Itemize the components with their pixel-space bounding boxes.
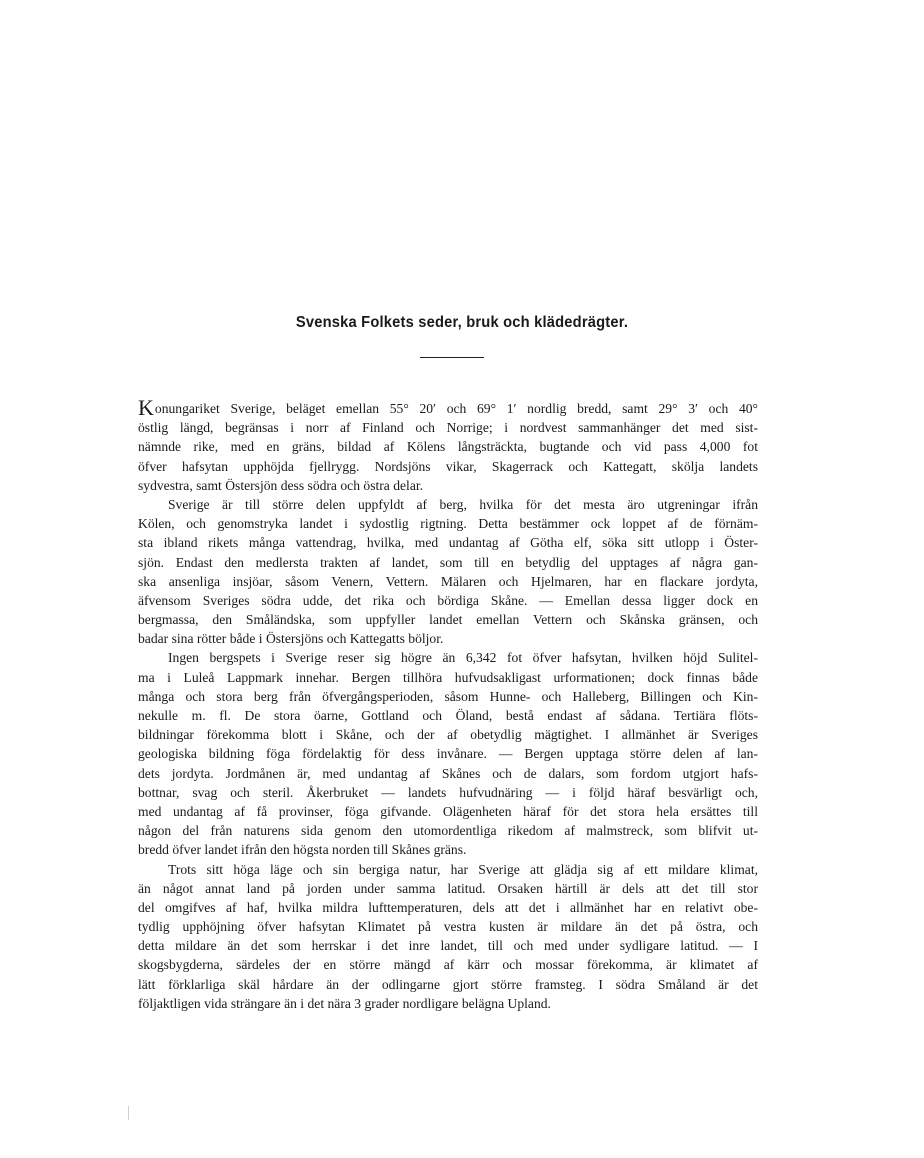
text-line: följaktligen vida strängare än i det nära 3 grader nordligare belägna Upland. <box>138 995 551 1011</box>
text-line: geologiska bildning föga fördelaktig för dess invånare. — Bergen upptaga större delen af lan- <box>138 746 758 762</box>
text-line: någon del från naturens sida genom den utomordentliga rikedom af malmstreck, som blifvit ut- <box>138 823 758 839</box>
text-line: skogsbygderna, särdeles der en större mängd af kärr och mossar förekomma, är klimatet af <box>138 957 758 973</box>
text-line: tydlig upphöjning öfver hafsytan Klimatet på vestra kusten är mildare än det på östra, och <box>138 919 758 935</box>
text-line: del omgifves af haf, hvilka mildra lufttemperaturen, dels att det i allmänhet har en relativt obe- <box>138 899 758 915</box>
text-line: bildningar förekomma blott i Skåne, och der af obetydlig mägtighet. I allmänhet är Sveriges <box>138 727 758 743</box>
text-line: bredd öfver landet ifrån den högsta norden till Skånes gräns. <box>138 842 467 858</box>
text-line: Kölen, och genomstryka landet i sydostlig rigtning. Detta bestämmer ock loppet af de förnäm- <box>138 516 758 532</box>
text-line: Sverige är till större delen uppfyldt af berg, hvilka för det mesta äro utgreningar ifrån <box>168 496 758 512</box>
text-line: detta mildare än det som herrskar i det inre landet, till och med under sydligare latitud. — I <box>138 938 758 954</box>
text-line: östlig längd, begränsas i norr af Finland och Norrige; i nordvest sammanhänger det med sist- <box>138 420 758 436</box>
text-line: sjön. Endast den medlersta trakten af landet, som till en betydlig del upptages af några gan- <box>138 554 758 570</box>
text-line <box>138 395 758 420</box>
text-line: nekulle m. fl. De stora öarne, Gottland och Öland, bestå endast af sådana. Tertiära flöts- <box>138 708 758 723</box>
text-line: ma i Luleå Lappmark innehar. Bergen tillhöra hufvudsakligast urformationen; dock finnas både <box>138 669 758 685</box>
title-divider <box>420 357 484 358</box>
text-line: lätt förklarliga skäl hårdare än der odlingarne gjort större framsteg. I södra Småland är det <box>138 976 758 992</box>
drop-cap: K <box>138 395 154 420</box>
text-line: ska ansenliga insjöar, såsom Venern, Vettern. Mälaren och Hjelmaren, har en flackare jordyta, <box>138 573 758 589</box>
paragraph <box>138 495 758 649</box>
paragraph <box>138 860 758 1014</box>
text-line: öfver hafsytan upphöjda fjellrygg. Nordsjöns vikar, Skagerrack och Kattegatt, skölja landets <box>138 458 758 474</box>
text-line: många och stora berg från öfvergångsperioden, såsom Hunne- och Halleberg, Billingen och Kin- <box>138 688 758 704</box>
text-line: äfvensom Sveriges södra udde, det rika och bördiga Skåne. — Emellan dessa ligger dock en <box>138 592 758 608</box>
text-line-rest: onungariket Sverige, beläget emellan 55° 20′ och 69° 1′ nordlig bredd, samt 29° 3′ och 40° <box>154 401 758 416</box>
text-line: Trots sitt höga läge och sin bergiga natur, har Sverige att glädja sig af ett mildare klimat, <box>168 861 758 877</box>
text-line: dets jordyta. Jordmånen är, med undantag af Skånes och de dalars, som fordom utgjort hafs- <box>138 765 758 781</box>
body-text <box>138 395 758 1013</box>
text-line: nämnde rike, med en gräns, bildad af Kölens långsträckta, bugtande och vid pass 4,000 fot <box>138 439 758 455</box>
margin-mark <box>128 1106 129 1120</box>
page-title: Svenska Folkets seder, bruk och klädedrägter. <box>295 314 629 331</box>
paragraph <box>138 395 758 495</box>
text-line: badar sina rötter både i Östersjöns och Kattegatts böljor. <box>138 631 444 647</box>
text-line: bergmassa, den Småländska, som uppfyller landet emellan Vettern och Skånska gränsen, och <box>138 612 758 628</box>
text-line: sydvestra, samt Östersjön dess södra och östra delar. <box>138 477 424 493</box>
text-line: med undantag af få provinser, föga gifvande. Olägenheten häraf för det stora hela ersättes till <box>138 803 758 819</box>
text-line: sta ibland rikets många vattendrag, hvilka, med undantag af Götha elf, söka sitt utlopp i Öster- <box>138 535 758 551</box>
paragraph <box>138 648 758 859</box>
text-line: bottnar, svag och steril. Åkerbruket — landets hufvudnäring — i följd häraf besvärligt och, <box>138 784 758 800</box>
text-line: än något annat land på jorden under samma latitud. Orsaken härtill är dels att det till stor <box>138 880 758 896</box>
text-line: Ingen bergspets i Sverige reser sig högre än 6,342 fot öfver hafsytan, hvilken höjd Sulitel- <box>168 650 758 666</box>
